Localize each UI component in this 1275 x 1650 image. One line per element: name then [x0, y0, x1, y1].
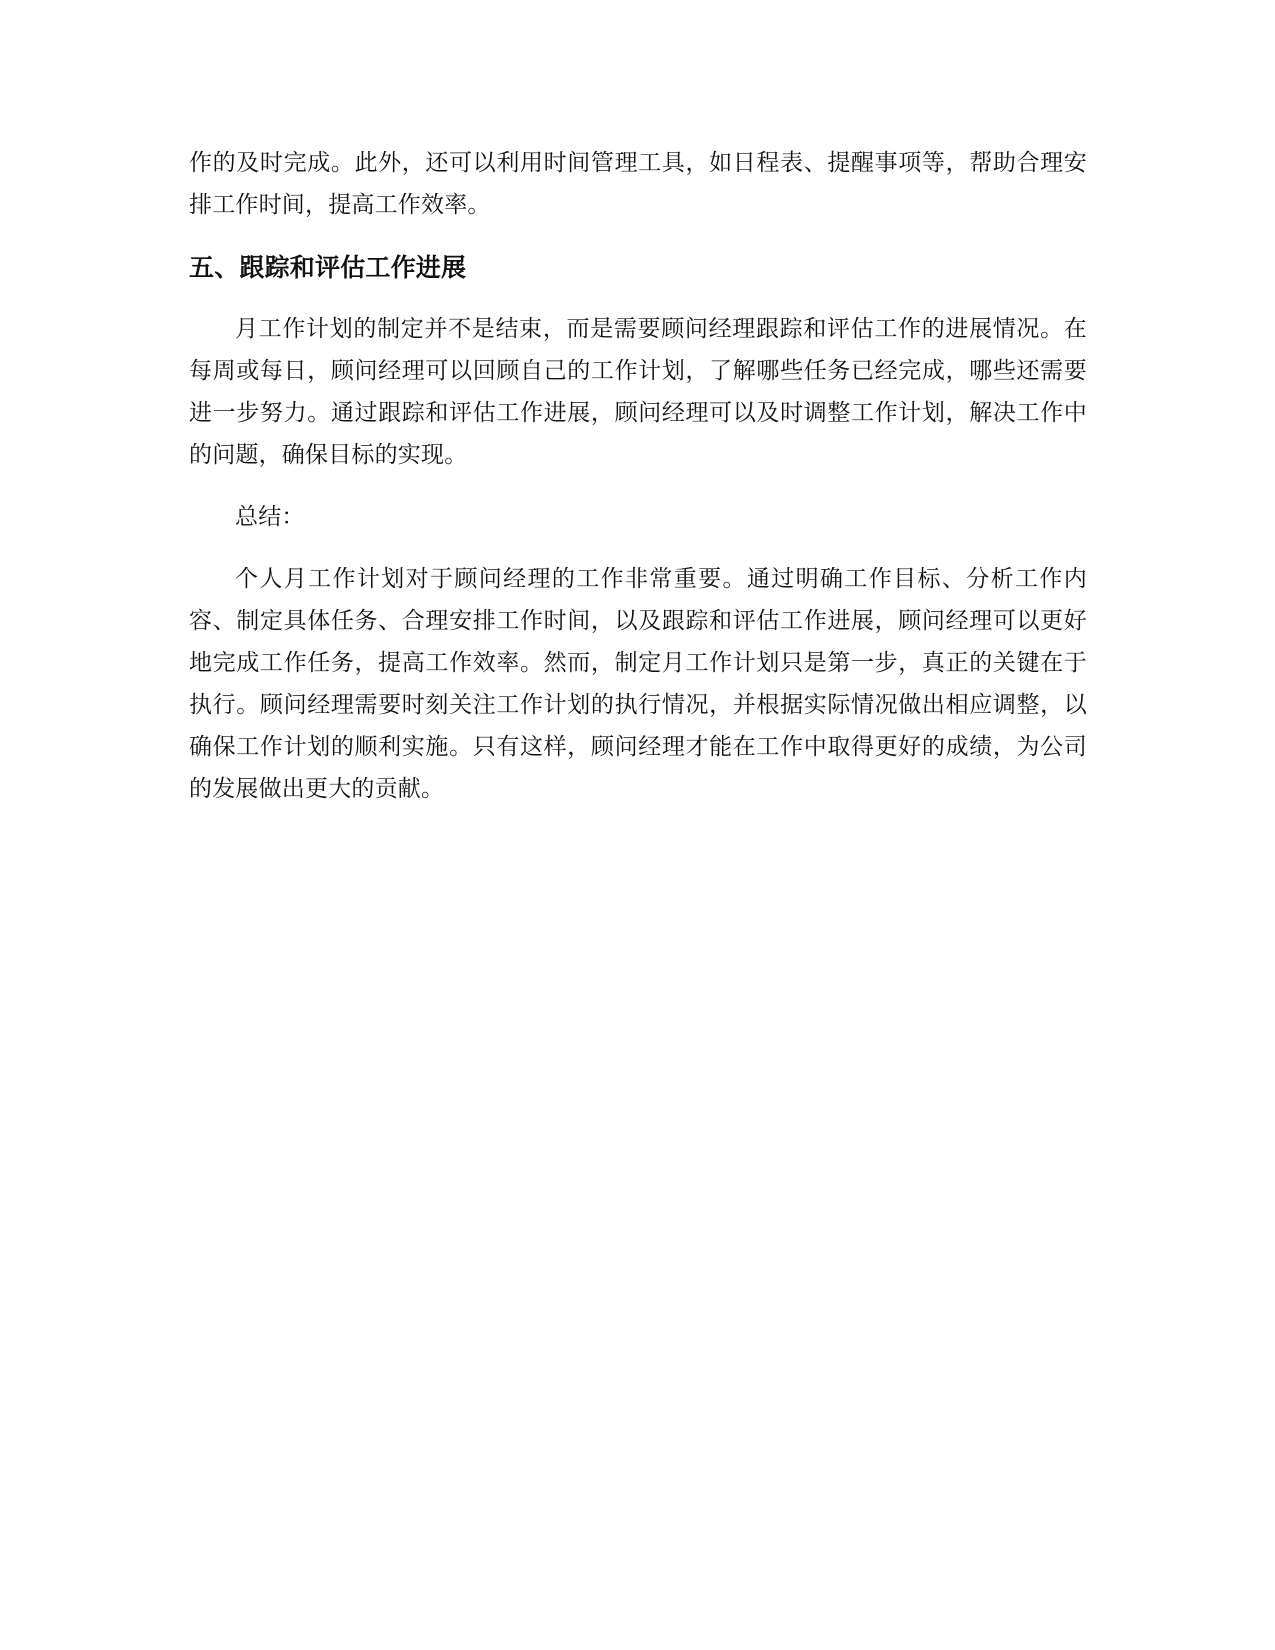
section-heading: 五、跟踪和评估工作进展 — [189, 253, 467, 282]
summary-label: 总结： — [235, 504, 305, 530]
section-paragraph: 月工作计划的制定并不是结束，而是需要顾问经理跟踪和评估工作的进展情况。在每周或每日，顾问经理可以回顾自己的工作计划，了解哪些任务已经完成，哪些还需要进一步努力。通过跟踪和评估工作进展，顾问经理可以及时调整工作计划，解决工作中的问题，确保目标的实现。 — [189, 316, 1087, 468]
continued-paragraph: 作的及时完成。此外，还可以利用时间管理工具，如日程表、提醒事项等，帮助合理安排工作时间，提高工作效率。 — [189, 150, 1087, 218]
summary-paragraph: 个人月工作计划对于顾问经理的工作非常重要。通过明确工作目标、分析工作内容、制定具体任务、合理安排工作时间，以及跟踪和评估工作进展，顾问经理可以更好地完成工作任务，提高工作效率。然而，制定月工作计划只是第一步，真正的关键在于执行。顾问经理需要时刻关注工作计划的执行情况，并根据实际情况做出相应调整，以确保工作计划的顺利实施。只有这样，顾问经理才能在工作中取得更好的成绩，为公司的发展做出更大的贡献。 — [189, 566, 1087, 802]
document-body — [189, 142, 1087, 810]
